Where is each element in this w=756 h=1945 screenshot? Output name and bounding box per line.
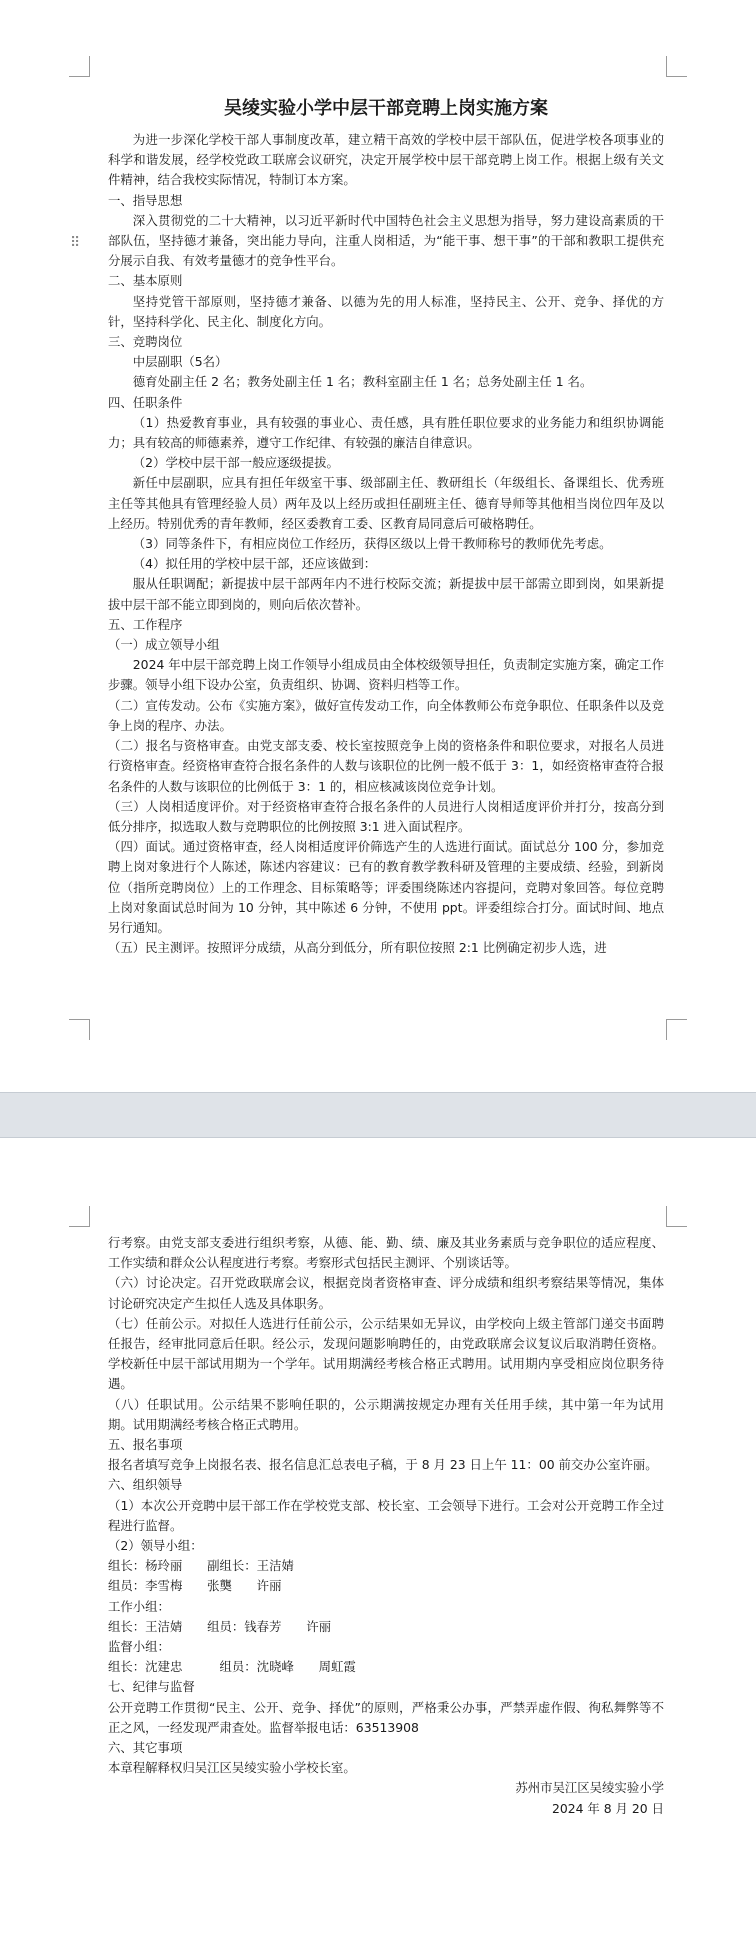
paragraph: 监督小组：: [108, 1639, 170, 1655]
paragraph: 五、工作程序: [108, 616, 183, 632]
crop-mark: [666, 1019, 687, 1040]
paragraph: 新任中层副职，应具有担任年级室干事、级部副主任、教研组长（年级组长、备课组长、优秀班主任等其他具有管理经验人员）两年及以上经历或担任副班主任、德育导师等其他相当岗位四年及以上经历。特别优秀的青年教师，经区委教育工委、区教育局同意后可破格聘任。: [108, 475, 664, 531]
paragraph: 组员：李雪梅 张龑 许丽: [108, 1578, 282, 1594]
paragraph: 报名者填写竞争上岗报名表、报名信息汇总表电子稿，于 8 月 23 日上午 11：00 前交办公室许丽。: [108, 1457, 658, 1473]
drag-handle-icon[interactable]: ⠿: [70, 235, 81, 251]
paragraph: 坚持党管干部原则，坚持德才兼备、以德为先的用人标准，坚持民主、公开、竞争、择优的方针，坚持科学化、民主化、制度化方向。: [108, 293, 664, 329]
paragraph: （二）报名与资格审查。由党支部支委、校长室按照竞争上岗的资格条件和职位要求，对报名人员进行资格审查。经资格审查符合报名条件的人数与该职位的比例一般不低于 3：1，如经资格审查符合报名条件的人数与该职位的比例低于 3：1 的，相应核减该岗位竞争计划。: [108, 738, 664, 794]
signature-date: 2024 年 8 月 20 日: [551, 1800, 664, 1816]
crop-mark: [666, 1206, 687, 1227]
paragraph: （八）任职试用。公示结果不影响任职的，公示期满按规定办理有关任用手续，其中第一年为试用期。试用期满经考核合格正式聘用。: [108, 1396, 664, 1432]
crop-mark: [69, 1206, 90, 1227]
paragraph: 公开竞聘工作贯彻“民主、公开、竞争、择优”的原则，严格秉公办事，严禁弄虚作假、徇私舞弊等不正之风，一经发现严肃查处。监督举报电话：63513908: [108, 1699, 664, 1735]
paragraph: （1）本次公开竞聘中层干部工作在学校党支部、校长室、工会领导下进行。工会对公开竞聘工作全过程进行监督。: [108, 1497, 664, 1533]
paragraph: 六、其它事项: [108, 1740, 183, 1756]
paragraph: 2024 年中层干部竞聘上岗工作领导小组成员由全体校级领导担任，负责制定实施方案，确定工作步骤。领导小组下设办公室，负责组织、协调、资料归档等工作。: [108, 657, 664, 693]
paragraph: 四、任职条件: [108, 394, 183, 410]
document-title: 吴绫实验小学中层干部竞聘上岗实施方案: [224, 98, 548, 119]
paragraph: （三）人岗相适度评价。对于经资格审查符合报名条件的人员进行人岗相适度评价并打分，按高分到低分排序，拟选取人数与竞聘职位的比例按照 3:1 进入面试程序。: [108, 798, 664, 834]
paragraph: （四）面试。通过资格审查，经人岗相适度评价筛选产生的人选进行面试。面试总分 100 分，参加竞聘上岗对象进行个人陈述，陈述内容建议：已有的教育教学教科研及管理的主要成绩、经验，到新岗位（指所竞聘岗位）上的工作理念、目标策略等；评委围绕陈述内容提问，竞聘对象回答。每位竞聘上岗对象面试总时间为 10 分钟，其中陈述 6 分钟，不使用 ppt。评委组综合打分。面试时间、地点另行通知。: [108, 839, 664, 935]
document-page-2: [0, 1138, 756, 1945]
paragraph: （一）成立领导小组: [108, 637, 220, 653]
paragraph: 组长：杨玲丽 副组长：王洁婧: [108, 1558, 294, 1574]
paragraph: （2）学校中层干部一般应逐级提拔。: [132, 455, 339, 471]
crop-mark: [666, 56, 687, 77]
crop-mark: [69, 56, 90, 77]
paragraph: 中层副职（5名）: [132, 354, 228, 370]
page-1-body[interactable]: [108, 96, 664, 958]
paragraph: 服从任职调配；新提拔中层干部两年内不进行校际交流；新提拔中层干部需立即到岗，如果新提拔中层干部不能立即到岗的，则向后依次替补。: [108, 576, 664, 612]
paragraph: 组长：沈建忠 组员：沈晓峰 周虹霞: [108, 1659, 356, 1675]
paragraph: （二）宣传发动。公布《实施方案》，做好宣传发动工作，向全体教师公布竞争职位、任职条件以及竞争上岗的程序、办法。: [108, 697, 664, 733]
page-2-body[interactable]: [108, 1233, 664, 1819]
paragraph: （七）任前公示。对拟任人选进行任前公示，公示结果如无异议，由学校向上级主管部门递交书面聘任报告，经审批同意后任职。经公示，发现问题影响聘任的，由党政联席会议复议后取消聘任资格。学校新任中层干部试用期为一个学年。试用期满经考核合格正式聘用。试用期内享受相应岗位职务待遇。: [108, 1315, 664, 1392]
page-separator: [0, 1092, 756, 1138]
paragraph: 三、竞聘岗位: [108, 334, 183, 350]
paragraph: （1）热爱教育事业，具有较强的事业心、责任感，具有胜任职位要求的业务能力和组织协调能力；具有较高的师德素养，遵守工作纪律、有较强的廉洁自律意识。: [108, 414, 664, 451]
paragraph: 组长：王洁婧 组员：钱春芳 许丽: [108, 1618, 332, 1634]
paragraph: 行考察。由党支部支委进行组织考察，从德、能、勤、绩、廉及其业务素质与竞争职位的适应程度、工作实绩和群众公认程度进行考察。考察形式包括民主测评、个别谈话等。: [108, 1235, 664, 1271]
paragraph: 二、基本原则: [108, 273, 183, 289]
paragraph: 为进一步深化学校干部人事制度改革，建立精干高效的学校中层干部队伍，促进学校各项事业的科学和谐发展，经学校党政工联席会议研究，决定开展学校中层干部竞聘上岗工作。根据上级有关文件精神，结合我校实际情况，特制订本方案。: [108, 132, 664, 188]
paragraph: 一、指导思想: [108, 192, 183, 208]
paragraph: 本章程解释权归吴江区吴绫实验小学校长室。: [108, 1760, 356, 1776]
signature-org: 苏州市吴江区吴绫实验小学: [515, 1780, 664, 1796]
paragraph: （3）同等条件下，有相应岗位工作经历，获得区级以上骨干教师称号的教师优先考虑。: [132, 536, 612, 552]
paragraph: 深入贯彻党的二十大精神，以习近平新时代中国特色社会主义思想为指导，努力建设高素质的干部队伍，坚持德才兼备，突出能力导向，注重人岗相适，为“能干事、想干事”的干部和教职工提供充分展示自我、有效考量德才的竞争性平台。: [108, 212, 664, 269]
paragraph: 德育处副主任 2 名；教务处副主任 1 名；教科室副主任 1 名；总务处副主任 1 名。: [132, 374, 593, 390]
paragraph: （五）民主测评。按照评分成绩，从高分到低分，所有职位按照 2:1 比例确定初步人选，进: [108, 940, 607, 956]
paragraph: （六）讨论决定。召开党政联席会议，根据竞岗者资格审查、评分成绩和组织考察结果等情况，集体讨论研究决定产生拟任人选及具体职务。: [108, 1275, 664, 1311]
paragraph: 六、组织领导: [108, 1477, 183, 1493]
crop-mark: [69, 1019, 90, 1040]
paragraph: 工作小组：: [108, 1598, 170, 1614]
paragraph: （2）领导小组：: [108, 1538, 203, 1554]
paragraph: 七、纪律与监督: [108, 1679, 195, 1695]
paragraph: （4）拟任用的学校中层干部，还应该做到：: [132, 556, 377, 572]
paragraph: 五、报名事项: [108, 1437, 183, 1453]
